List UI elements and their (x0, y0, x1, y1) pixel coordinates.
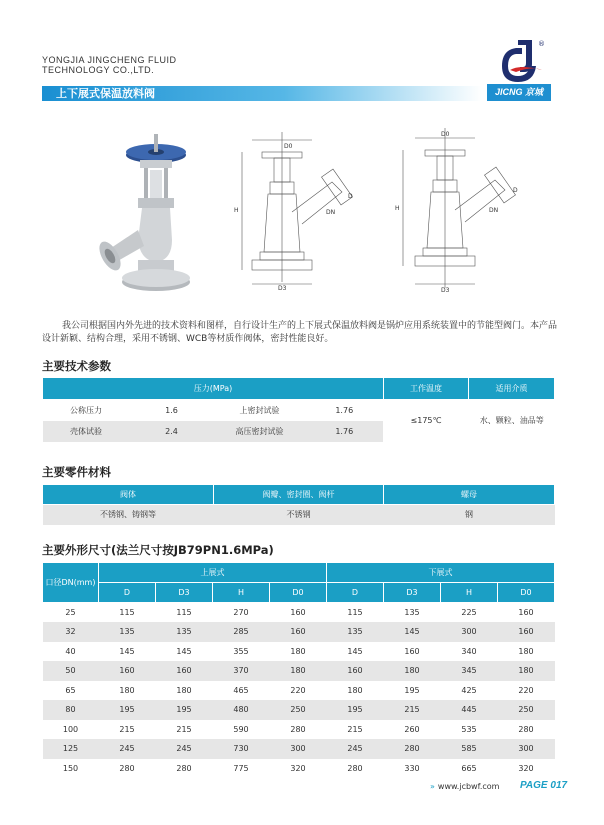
table-cell: 180 (384, 661, 441, 681)
table-cell: 425 (441, 681, 498, 701)
table-cell: 665 (441, 759, 498, 779)
table-row (43, 622, 555, 642)
table-cell: 345 (441, 661, 498, 681)
header-medium: 适用介质 (469, 378, 555, 400)
header-temp: 工作温度 (384, 378, 469, 400)
header-col: D0 (498, 583, 555, 603)
svg-text:H: H (395, 205, 400, 212)
table-cell: 1.6 (130, 400, 214, 421)
table-cell: 300 (441, 622, 498, 642)
table-cell: 2.4 (130, 421, 214, 442)
dn-cell: 65 (43, 681, 99, 701)
table-cell: 壳体试验 (43, 421, 130, 442)
table-cell: 160 (270, 603, 327, 623)
table-cell: 250 (498, 700, 555, 720)
table-cell: 160 (327, 661, 384, 681)
footer-url: » www.jcbwf.com (430, 782, 499, 791)
table-cell: 285 (213, 622, 270, 642)
table-cell: 160 (156, 661, 213, 681)
tech-params-table (42, 377, 555, 442)
header-col: D3 (384, 583, 441, 603)
table-cell: 215 (99, 720, 156, 740)
table-cell: 300 (270, 739, 327, 759)
table-cell: 195 (156, 700, 213, 720)
page-title-bar (42, 86, 482, 101)
table-cell: 280 (498, 720, 555, 740)
svg-text:D0: D0 (441, 131, 450, 138)
table-cell: 135 (99, 622, 156, 642)
table-cell: 180 (327, 681, 384, 701)
svg-text:DN: DN (326, 209, 336, 216)
table-cell: 180 (270, 642, 327, 662)
table-cell: 135 (327, 622, 384, 642)
table-cell: 180 (99, 681, 156, 701)
svg-text:D0: D0 (284, 143, 293, 150)
table-cell: 115 (327, 603, 384, 623)
svg-text:H: H (234, 207, 239, 214)
table-cell: 280 (384, 739, 441, 759)
header-nut: 螺母 (384, 485, 555, 505)
table-cell: 245 (327, 739, 384, 759)
table-cell: 公称压力 (43, 400, 130, 421)
dn-cell: 150 (43, 759, 99, 779)
table-cell: 270 (213, 603, 270, 623)
table-cell: 180 (156, 681, 213, 701)
table-cell: 220 (498, 681, 555, 701)
header-disc: 阀瓣、密封圈、阀杆 (214, 485, 384, 505)
table-cell: 上密封试验 (214, 400, 306, 421)
section-title-materials: 主要零件材料 (42, 465, 111, 479)
table-cell: 1.76 (306, 400, 384, 421)
table-cell: 245 (156, 739, 213, 759)
header-dn: 口径DN(mm) (43, 563, 99, 603)
header-down-type: 下展式 (327, 563, 555, 583)
table-cell: 445 (441, 700, 498, 720)
table-cell: 115 (156, 603, 213, 623)
table-row (43, 642, 555, 662)
table-cell: 195 (384, 681, 441, 701)
table-cell: 300 (498, 739, 555, 759)
svg-text:®: ® (538, 40, 545, 48)
table-cell: 钢 (384, 505, 555, 525)
table-cell: 1.76 (306, 421, 384, 442)
dn-cell: 25 (43, 603, 99, 623)
table-cell: 320 (270, 759, 327, 779)
table-cell: 250 (270, 700, 327, 720)
table-cell: 145 (99, 642, 156, 662)
table-cell: 135 (156, 622, 213, 642)
table-cell: 320 (498, 759, 555, 779)
table-row (43, 603, 555, 623)
temp-value: ≤175℃ (384, 400, 469, 442)
section-title-dimensions: 主要外形尺寸(法兰尺寸按JB79PN1.6MPa) (42, 543, 274, 557)
table-cell: 280 (99, 759, 156, 779)
brand-label: JICNG 京城 (487, 84, 551, 101)
table-cell: 280 (327, 759, 384, 779)
table-cell: 115 (99, 603, 156, 623)
dn-cell: 50 (43, 661, 99, 681)
technical-drawing-lower (385, 128, 535, 298)
svg-text:DN: DN (489, 207, 499, 214)
dn-cell: 32 (43, 622, 99, 642)
table-cell: 215 (156, 720, 213, 740)
header-col: D0 (270, 583, 327, 603)
header-col: D3 (156, 583, 213, 603)
svg-text:D: D (348, 193, 353, 200)
table-cell: 180 (498, 642, 555, 662)
table-row (43, 759, 555, 779)
table-cell: 160 (498, 622, 555, 642)
valve-photo (98, 130, 198, 305)
table-cell: 180 (270, 661, 327, 681)
table-cell: 160 (270, 622, 327, 642)
table-row (43, 720, 555, 740)
dn-cell: 100 (43, 720, 99, 740)
header-col: D (327, 583, 384, 603)
intro-paragraph: 我公司根据国内外先进的技术资料和图样，自行设计生产的上下展式保温放料阀是锅炉应用系统装置中的节能型阀门。本产品设计新颖、结构合理，采用不锈钢、WCB等材质作阀体，密封性能良好。 (42, 321, 558, 344)
medium-value: 水、颗粒、油品等 (469, 400, 555, 442)
table-cell: 不锈钢 (214, 505, 384, 525)
table-cell: 340 (441, 642, 498, 662)
table-cell: 585 (441, 739, 498, 759)
table-cell: 不锈钢、铸钢等 (43, 505, 214, 525)
svg-text:D: D (513, 187, 518, 194)
technical-drawing-upper (222, 132, 372, 302)
header-col: H (441, 583, 498, 603)
company-name (42, 55, 177, 75)
dimensions-table (42, 562, 555, 778)
svg-text:D3: D3 (441, 287, 450, 294)
header-pressure: 压力(MPa) (43, 378, 384, 400)
dn-cell: 40 (43, 642, 99, 662)
table-cell: 215 (384, 700, 441, 720)
table-cell: 160 (99, 661, 156, 681)
table-row (43, 739, 555, 759)
table-cell: 180 (498, 661, 555, 681)
table-row (43, 400, 555, 421)
table-cell: 215 (327, 720, 384, 740)
table-cell: 220 (270, 681, 327, 701)
dn-cell: 80 (43, 700, 99, 720)
table-cell: 135 (384, 603, 441, 623)
table-cell: 160 (498, 603, 555, 623)
table-cell: 465 (213, 681, 270, 701)
table-cell: 280 (270, 720, 327, 740)
header-col: D (99, 583, 156, 603)
company-logo-icon (492, 36, 548, 84)
table-row (43, 700, 555, 720)
table-cell: 330 (384, 759, 441, 779)
svg-text:D3: D3 (278, 285, 287, 292)
table-cell: 195 (99, 700, 156, 720)
table-cell: 145 (384, 622, 441, 642)
table-cell: 590 (213, 720, 270, 740)
section-title-tech-params: 主要技术参数 (42, 359, 111, 373)
materials-table (42, 484, 555, 525)
table-cell: 高压密封试验 (214, 421, 306, 442)
table-cell: 355 (213, 642, 270, 662)
header-up-type: 上展式 (99, 563, 327, 583)
header-body: 阀体 (43, 485, 214, 505)
table-cell: 260 (384, 720, 441, 740)
table-cell: 145 (156, 642, 213, 662)
page-title: 上下展式保温放料阀 (56, 87, 155, 100)
table-row (43, 681, 555, 701)
table-cell: 480 (213, 700, 270, 720)
table-row (43, 661, 555, 681)
table-cell: 245 (99, 739, 156, 759)
table-cell: 145 (327, 642, 384, 662)
table-cell: 225 (441, 603, 498, 623)
company-name-line1: YONGJIA JINGCHENG FLUID (42, 55, 177, 65)
table-cell: 370 (213, 661, 270, 681)
table-cell: 730 (213, 739, 270, 759)
table-row (43, 505, 555, 525)
page-number: PAGE 017 (520, 780, 568, 791)
table-cell: 195 (327, 700, 384, 720)
company-name-line2: TECHNOLOGY CO.,LTD. (42, 65, 155, 75)
table-cell: 160 (384, 642, 441, 662)
table-cell: 775 (213, 759, 270, 779)
table-cell: 535 (441, 720, 498, 740)
table-cell: 280 (156, 759, 213, 779)
header-col: H (213, 583, 270, 603)
dn-cell: 125 (43, 739, 99, 759)
